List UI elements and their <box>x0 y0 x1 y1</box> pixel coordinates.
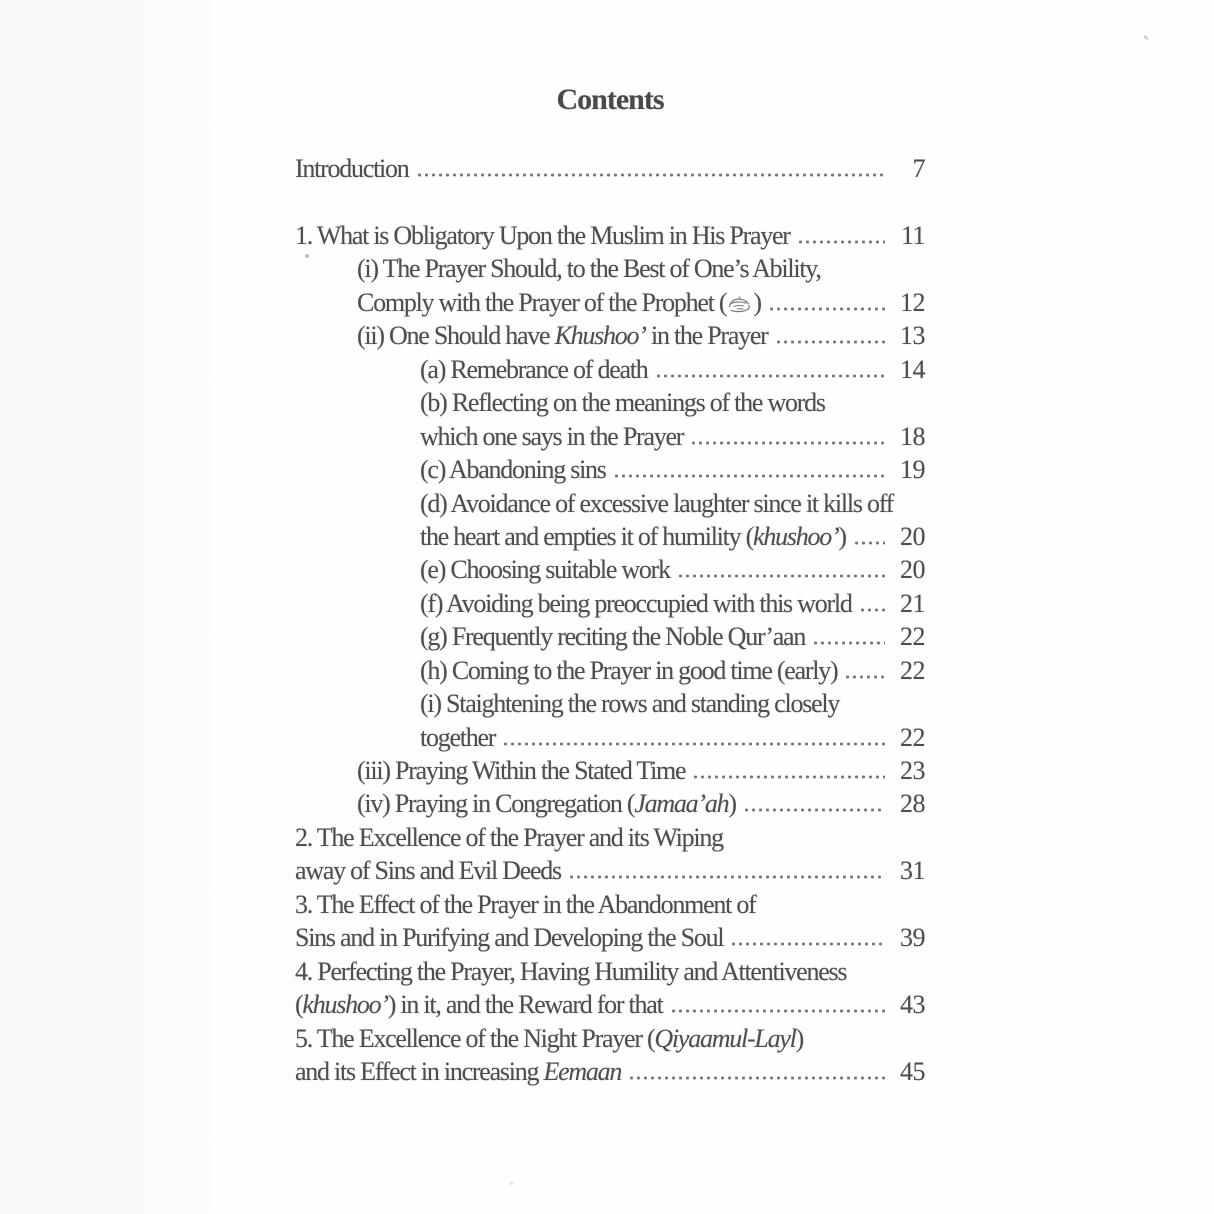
toc-entry <box>295 587 925 620</box>
toc-entry-text: (ii) One Should have Khushoo’ in the Prayer <box>357 321 768 351</box>
toc-entry <box>295 821 925 854</box>
toc-entry <box>295 854 925 887</box>
toc-entry <box>295 152 925 185</box>
toc-entry <box>295 721 925 754</box>
dot-leader <box>416 172 885 178</box>
toc-page-number: 39 <box>900 923 925 953</box>
toc-list <box>295 152 925 1088</box>
dot-leader <box>692 774 885 780</box>
dot-leader <box>743 807 885 813</box>
toc-entry <box>295 353 925 386</box>
toc-page-number: 11 <box>900 221 925 251</box>
toc-entry <box>295 487 925 520</box>
toc-entry <box>295 687 925 720</box>
toc-entry-text: (i) The Prayer Should, to the Best of One’s Ability, <box>357 254 821 284</box>
dot-leader <box>812 640 885 646</box>
toc-page-number: 28 <box>900 789 925 819</box>
toc-page-number: 22 <box>900 655 925 685</box>
toc-entry-text: away of Sins and Evil Deeds <box>295 856 561 886</box>
toc-entry <box>295 654 925 687</box>
toc-entry-text: 1. What is Obligatory Upon the Muslim in His Prayer <box>295 221 790 251</box>
toc-entry-text: and its Effect in increasing Eemaan <box>295 1056 622 1086</box>
dot-leader <box>853 540 885 546</box>
toc-entry-text: (h) Coming to the Prayer in good time (early) <box>420 655 838 685</box>
dot-leader <box>628 1075 885 1081</box>
toc-entry <box>295 1055 925 1088</box>
toc-entry <box>295 1022 925 1055</box>
dot-leader <box>502 741 885 747</box>
toc-entry <box>295 921 925 954</box>
toc-entry <box>295 453 925 486</box>
toc-page-number: 22 <box>900 722 925 752</box>
toc-entry-text: (khushoo’) in it, and the Reward for that <box>295 990 663 1020</box>
dot-leader <box>690 440 885 446</box>
toc-entry-text: (d) Avoidance of excessive laughter since it kills off <box>420 488 894 518</box>
toc-entry-text: (c) Abandoning sins <box>420 455 606 485</box>
toc-page-number: 23 <box>900 756 925 786</box>
toc-page-number: 22 <box>900 622 925 652</box>
toc-entry <box>295 420 925 453</box>
toc-entry-text: Sins and in Purifying and Developing the Soul <box>295 923 724 953</box>
toc-entry <box>295 319 925 352</box>
toc-entry <box>295 988 925 1021</box>
toc-entry-text: (iv) Praying in Congregation (Jamaa’ah) <box>357 789 736 819</box>
toc-entry-text: (f) Avoiding being preoccupied with this world <box>420 588 852 618</box>
scan-speck <box>509 1182 514 1185</box>
page-title: Contents <box>556 83 664 116</box>
dot-leader <box>730 941 885 947</box>
toc-entry <box>295 386 925 419</box>
toc-entry <box>295 620 925 653</box>
toc-entry-text: (b) Reflecting on the meanings of the words <box>420 388 825 418</box>
dot-leader <box>797 239 885 245</box>
toc-entry-text: (iii) Praying Within the Stated Time <box>357 756 686 786</box>
dot-leader <box>613 473 885 479</box>
scan-speck <box>1143 34 1150 40</box>
pbuh-calligraphy-icon <box>726 286 753 319</box>
toc-page-number: 18 <box>900 421 925 451</box>
toc-entry-text: Comply with the Prayer of the Prophet ( ) <box>357 286 761 319</box>
toc-entry-text: (i) Staightening the rows and standing closely <box>420 689 840 719</box>
toc-page-number: 21 <box>900 588 925 618</box>
toc-entry-text: (e) Choosing suitable work <box>420 555 670 585</box>
toc-entry-text: which one says in the Prayer <box>420 421 684 451</box>
toc-entry-text: the heart and empties it of humility (khushoo’) <box>420 521 846 551</box>
scan-speck <box>305 254 309 258</box>
toc-entry-text: (a) Remebrance of death <box>420 354 648 384</box>
table-of-contents <box>295 84 925 1088</box>
toc-entry <box>295 955 925 988</box>
toc-entry <box>295 553 925 586</box>
toc-page-number: 19 <box>900 455 925 485</box>
toc-page-number: 13 <box>900 321 925 351</box>
dot-leader <box>844 674 885 680</box>
dot-leader <box>655 373 886 379</box>
toc-page-number: 12 <box>900 287 925 317</box>
toc-entry-text: together <box>420 722 496 752</box>
dot-leader <box>768 306 885 312</box>
dot-leader <box>670 1008 885 1014</box>
toc-page-number: 31 <box>900 856 925 886</box>
toc-entry <box>295 888 925 921</box>
toc-page-number: 7 <box>912 154 925 183</box>
toc-entry <box>295 252 925 285</box>
dot-leader <box>677 573 885 579</box>
toc-page-number: 20 <box>900 521 925 551</box>
toc-page-number: 20 <box>900 555 925 585</box>
toc-entry <box>295 754 925 787</box>
toc-entry <box>295 286 925 319</box>
toc-page-number: 45 <box>900 1056 925 1086</box>
toc-page-number: 43 <box>900 990 925 1020</box>
toc-entry-text: (g) Frequently reciting the Noble Qur’aan <box>420 622 806 652</box>
toc-entry-text: 3. The Effect of the Prayer in the Abandonment of <box>295 889 756 919</box>
toc-entry <box>295 219 925 252</box>
toc-page-number: 14 <box>900 354 925 384</box>
toc-entry <box>295 520 925 553</box>
toc-entry-text: 4. Perfecting the Prayer, Having Humility and Attentiveness <box>295 956 847 986</box>
dot-leader <box>859 607 885 613</box>
dot-leader <box>775 339 885 345</box>
toc-entry-text: 5. The Excellence of the Night Prayer (Qiyaamul-Layl) <box>295 1023 803 1053</box>
toc-entry-text: Introduction <box>295 154 409 183</box>
toc-entry <box>295 787 925 820</box>
toc-entry-text: 2. The Excellence of the Prayer and its Wiping <box>295 822 723 852</box>
dot-leader <box>568 874 885 880</box>
